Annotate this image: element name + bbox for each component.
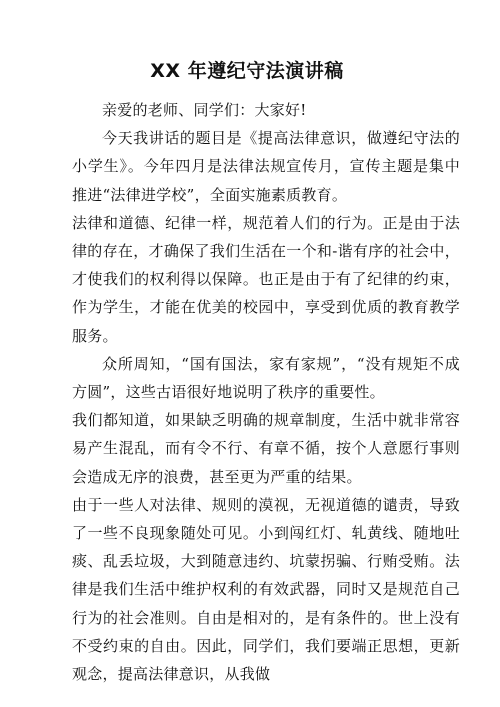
paragraph-bad-phenomena: 由于一些人对法律、规则的漠视，无视道德的谴责，导致了一些不良现象随处可见。小到闯红灯、轧黄线、随地吐痰、乱丢垃圾，大到随意违约、坑蒙拐骗、行贿受贿。法律是我们生活中维护权利的有效武器，同时又是规范自己行为的社会准则。自由是相对的，是有条件的。世上没有不受约束的自由。因此，同学们，我们要端正思想，更新观念，提高法律意识，从我做 <box>72 495 460 684</box>
document-body <box>72 96 460 688</box>
paragraph-rules: 我们都知道，如果缺乏明确的规章制度，生活中就非常容易产生混乱，而有令不行、有章不循，按个人意愿行事则会造成无序的浪费，甚至更为严重的结果。 <box>72 411 460 486</box>
paragraph-law-and-morality: 法律和道德、纪律一样，规范着人们的行为。正是由于法律的存在，才确保了我们生活在一个和-谐有序的社会中，才使我们的权利得以保障。也正是由于有了纪律的约束，作为学生，才能在优美的校园中，享受到优质的教育教学服务。 <box>72 213 460 345</box>
paragraph-proverbs: 众所周知，“国有国法，家有家规”，“没有规矩不成方圆”，这些古语很好地说明了秩序的重要性。 <box>72 354 460 402</box>
document-title: XX 年遵纪守法演讲稿 <box>150 60 344 82</box>
paragraph-greeting: 亲爱的老师、同学们：大家好! <box>102 101 307 119</box>
paragraph-topic: 今天我讲话的题目是《提高法律意识，做遵纪守法的小学生》。今年四月是法律法规宣传月，宣传主题是集中推进“法律进学校”，全面实施素质教育。 <box>72 129 460 204</box>
